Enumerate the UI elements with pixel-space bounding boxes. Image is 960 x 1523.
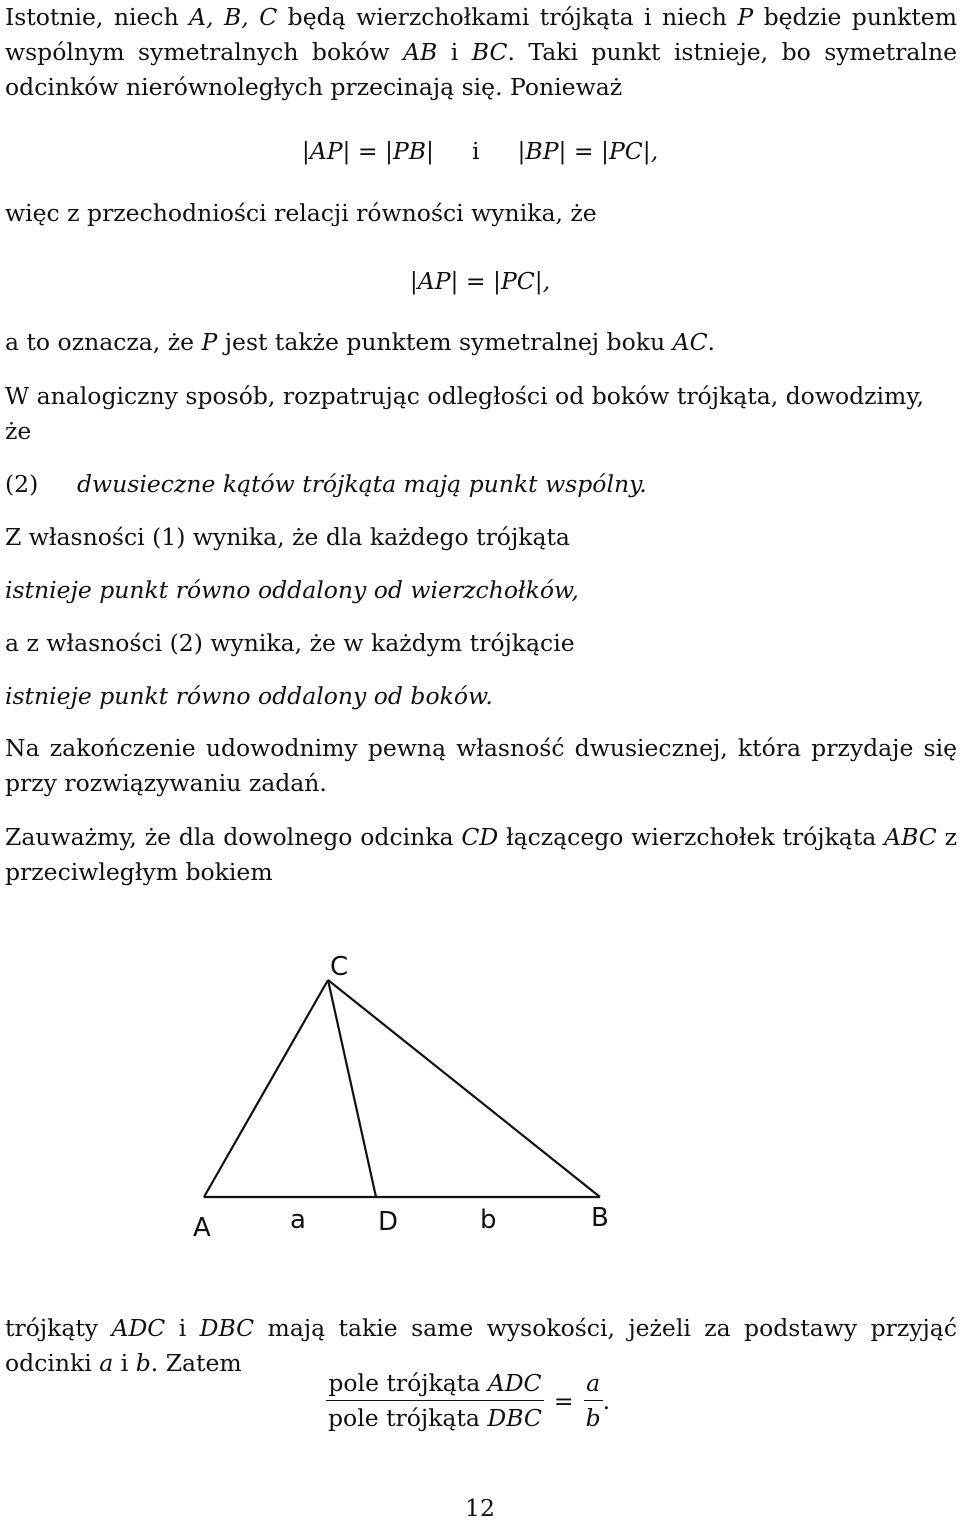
math: ABC [884, 823, 937, 851]
math: DBC [487, 1404, 542, 1432]
text: . [707, 328, 716, 356]
text: a to oznacza, że [5, 328, 202, 356]
text: łączącego wierzchołek trójkąta [498, 823, 885, 851]
text: Zauważmy, że dla dowolnego odcinka [5, 823, 462, 851]
fraction-numerator: a [584, 1368, 603, 1401]
math: AB [403, 38, 438, 66]
math: CD [461, 823, 499, 851]
text: pole trójkąta [328, 1404, 488, 1432]
paragraph-transitivity: więc z przechodniości relacji równości wynika, że [5, 199, 597, 227]
area-ratio-formula [326, 1368, 610, 1433]
text: i [437, 38, 472, 66]
equals-sign: = [553, 1386, 574, 1415]
text: jest także punktem symetralnej boku [217, 328, 673, 356]
label-vertex-c: C [330, 952, 349, 982]
label-point-d: D [378, 1207, 399, 1237]
statement-number: (2) [5, 470, 39, 498]
equation-right: |BP| = |PC|, [517, 137, 659, 165]
label-segment-a: a [290, 1205, 306, 1235]
text: . Taki punkt istnieje, bo symetralne odcinków nierównoległych przecinają się. Ponieważ [5, 38, 957, 101]
fraction-segments [584, 1368, 603, 1433]
equation-conjunction: i [471, 137, 480, 165]
label-segment-b: b [480, 1205, 497, 1235]
side-ac [204, 980, 328, 1197]
statement-vertices: istnieje punkt równo oddalony od wierzchołków, [5, 576, 579, 604]
fraction-areas [326, 1368, 544, 1433]
period: . [602, 1386, 611, 1415]
text: będą wierzchołkami trójkąta i niech [277, 3, 738, 31]
math: P [737, 3, 754, 31]
math: ADC [111, 1314, 166, 1342]
text: Istotnie, niech [5, 3, 190, 31]
text: z przeciwległym bokiem [5, 823, 957, 886]
math: b [135, 1349, 151, 1377]
fraction-numerator [326, 1368, 544, 1401]
equation-left: |AP| = |PB| [301, 137, 434, 165]
text: i [113, 1349, 136, 1377]
label-vertex-b: B [591, 1203, 609, 1233]
page-number: 12 [465, 1494, 495, 1522]
text: i [165, 1314, 200, 1342]
paragraph-property-1: Z własności (1) wynika, że dla każdego trójkąta [5, 523, 570, 551]
paragraph-property-2: a z własności (2) wynika, że w każdym trójkącie [5, 629, 575, 657]
fraction-denominator: b [585, 1404, 601, 1432]
fraction-denominator [326, 1401, 544, 1433]
math: BC [471, 38, 508, 66]
text: mają takie same wysokości, jeżeli za podstawy przyjąć odcinki [5, 1314, 957, 1377]
math: P [201, 328, 218, 356]
text: . Zatem [150, 1349, 242, 1377]
statement-sides: istnieje punkt równo oddalony od boków. [5, 682, 493, 710]
math: a [99, 1349, 114, 1377]
paragraph-bisector-property: Na zakończenie udowodnimy pewną własność dwusiecznej, która przydaje się przy rozwiązywaniu zadań. [5, 734, 957, 797]
paragraph-analogous: W analogiczny sposób, rozpatrując odległości od boków trójkąta, dowodzimy, że [5, 382, 924, 445]
text: pole trójkąta [328, 1369, 488, 1397]
equation: |AP| = |PC|, [409, 267, 551, 295]
math: ADC [487, 1369, 542, 1397]
text: będzie punktem wspólnym symetralnych boków [5, 3, 957, 66]
math: DBC [199, 1314, 255, 1342]
statement-text: dwusieczne kątów trójkąta mają punkt wspólny. [77, 470, 647, 498]
label-vertex-a: A [193, 1213, 211, 1243]
math: AC [672, 328, 708, 356]
text: trójkąty [5, 1314, 112, 1342]
math: A, B, C [189, 3, 278, 31]
